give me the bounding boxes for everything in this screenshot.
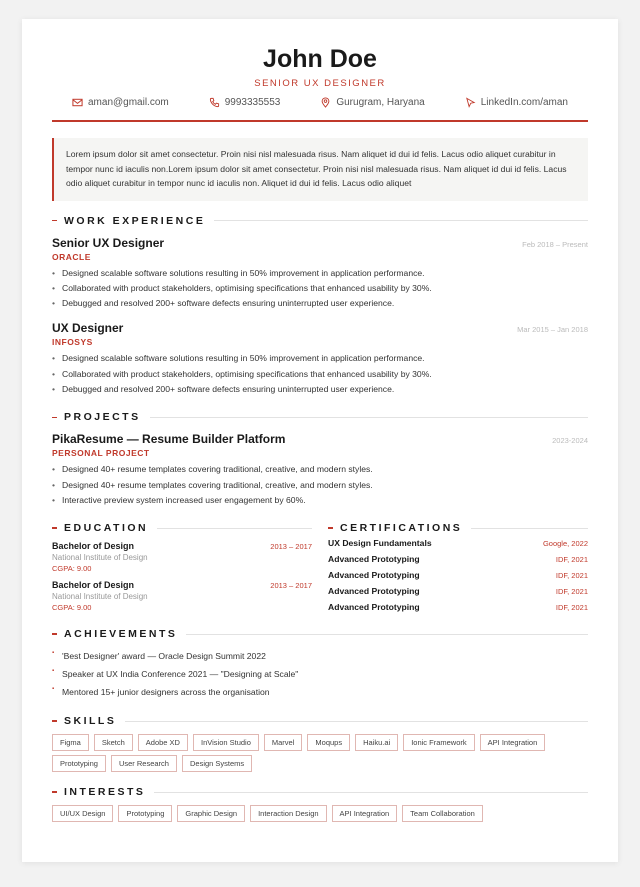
interest-tag: Prototyping (118, 805, 172, 822)
skill-tag: Sketch (94, 734, 133, 751)
certification-entry (328, 602, 588, 614)
phone-text: 9993335553 (224, 97, 281, 108)
location-text: Gurugram, Haryana (336, 97, 425, 108)
section-dash (52, 220, 57, 222)
section-line (154, 792, 588, 793)
bullet-item: • Designed 40+ resume templates covering traditional, creative, and modern styles. (52, 462, 588, 477)
section-line (471, 528, 588, 529)
project-bullets (52, 462, 588, 508)
achievement-item: ▪ Mentored 15+ junior designers across the organisation (52, 683, 588, 701)
section-certifications (328, 522, 588, 534)
certification-name: UX Design Fundamentals (328, 538, 432, 549)
section-line (214, 220, 588, 221)
achievements-list (52, 647, 588, 701)
job-bullets (52, 266, 588, 312)
contact-bar (52, 97, 588, 108)
project-title: PikaResume — Resume Builder Platform (52, 432, 286, 447)
certification-issuer: IDF, 2021 (555, 571, 588, 581)
bullet-item: • Designed 40+ resume templates covering traditional, creative, and modern styles. (52, 478, 588, 493)
certification-issuer: IDF, 2021 (555, 555, 588, 565)
section-work-experience (52, 215, 588, 227)
section-line (157, 528, 312, 529)
interest-tag: Graphic Design (177, 805, 245, 822)
certification-issuer: IDF, 2021 (555, 587, 588, 597)
skill-tag: API Integration (480, 734, 546, 751)
gpa-value: CGPA: 9.00 (52, 564, 92, 574)
section-dash (52, 633, 57, 635)
certification-entry (328, 570, 588, 582)
header-divider (52, 120, 588, 122)
education-column (52, 508, 312, 614)
section-education (52, 522, 312, 534)
section-title: PROJECTS (64, 411, 141, 424)
certifications-column (328, 508, 588, 614)
bullet-item: • Debugged and resolved 200+ software defects ensuring uninterrupted user experience. (52, 296, 588, 311)
section-title: WORK EXPERIENCE (64, 214, 206, 227)
institute-name: National Institute of Design (52, 592, 148, 602)
job-date: Mar 2015 – Jan 2018 (517, 325, 588, 335)
section-title: EDUCATION (64, 522, 149, 535)
section-title: INTERESTS (64, 786, 146, 799)
skill-tag: Haiku.ai (355, 734, 398, 751)
section-title: CERTIFICATIONS (340, 522, 463, 535)
skill-tag: InVision Studio (193, 734, 259, 751)
skill-tag: Ionic Framework (403, 734, 474, 751)
section-title: SKILLS (64, 715, 117, 728)
achievement-item: ▪ Speaker at UX India Conference 2021 — "Designing at Scale" (52, 665, 588, 683)
section-line (150, 417, 588, 418)
project-date: 2023-2024 (552, 436, 588, 446)
gpa-value: CGPA: 9.00 (52, 603, 92, 613)
job-entry (52, 321, 588, 397)
certification-issuer: IDF, 2021 (555, 603, 588, 613)
section-line (125, 721, 588, 722)
education-date: 2013 – 2017 (270, 581, 312, 591)
contact-email[interactable] (72, 97, 169, 108)
degree-name: Bachelor of Design (52, 580, 135, 591)
bullet-item: • Collaborated with product stakeholders, optimising specifications that enhanced usability by 30%. (52, 367, 588, 382)
section-title: ACHIEVEMENTS (64, 628, 178, 641)
interest-tag: UI/UX Design (52, 805, 113, 822)
certification-entry (328, 554, 588, 566)
resume-page (22, 19, 618, 862)
education-certifications-row (52, 508, 588, 614)
job-company: INFOSYS (52, 337, 93, 348)
section-dash (52, 720, 57, 722)
section-projects (52, 411, 588, 423)
certification-issuer: Google, 2022 (542, 539, 588, 549)
interest-tag: API Integration (332, 805, 398, 822)
job-title: UX Designer (52, 321, 124, 336)
skill-tag: Design Systems (182, 755, 252, 772)
achievement-item: ▪ 'Best Designer' award — Oracle Design Summit 2022 (52, 647, 588, 665)
section-interests (52, 786, 588, 798)
job-date: Feb 2018 – Present (522, 239, 588, 249)
certification-name: Advanced Prototyping (328, 554, 420, 565)
skills-tags (52, 734, 588, 772)
certification-entry (328, 586, 588, 598)
summary-box: Lorem ipsum dolor sit amet consectetur. Proin nisi nisl malesuada risus. Nam aliquet id dui id felis. Lacus odio aliquet curabitur in tempor nunc id iaculis non.Lorem ipsum dolor sit amet consectetur. Proin nisi nisl malesuada risus. Nam aliquet id dui id felis. Lacus odio aliquet curabitur in tempor nunc id iaculis non. Aliquet id dui id felis. Lacus odio aliquet (52, 138, 588, 201)
skill-tag: User Research (111, 755, 177, 772)
section-skills (52, 715, 588, 727)
skill-tag: Figma (52, 734, 89, 751)
certification-name: Advanced Prototyping (328, 602, 420, 613)
certification-name: Advanced Prototyping (328, 586, 420, 597)
candidate-name: John Doe (263, 45, 377, 73)
section-dash (52, 527, 57, 529)
section-dash (52, 791, 57, 793)
mail-icon (72, 97, 83, 108)
education-entry (52, 580, 312, 612)
cursor-arrow-icon (465, 97, 476, 108)
bullet-item: • Debugged and resolved 200+ software defects ensuring uninterrupted user experience. (52, 382, 588, 397)
certification-name: Advanced Prototyping (328, 570, 420, 581)
education-date: 2013 – 2017 (270, 542, 312, 552)
section-line (186, 634, 588, 635)
phone-icon (209, 97, 220, 108)
skill-tag: Moqups (307, 734, 350, 751)
contact-location (320, 97, 424, 108)
section-dash (328, 527, 333, 529)
job-bullets (52, 351, 588, 397)
map-pin-icon (320, 97, 331, 108)
email-text: aman@gmail.com (87, 97, 169, 108)
bullet-item: • Collaborated with product stakeholders, optimising specifications that enhanced usability by 30%. (52, 281, 588, 296)
certification-entry (328, 538, 588, 550)
bullet-item: • Designed scalable software solutions resulting in 50% improvement in application performance. (52, 351, 588, 366)
job-entry (52, 236, 588, 312)
linkedin-text: LinkedIn.com/aman (480, 97, 568, 108)
project-type: PERSONAL PROJECT (52, 448, 150, 459)
project-entry (52, 432, 588, 508)
education-entry (52, 541, 312, 573)
degree-name: Bachelor of Design (52, 541, 135, 552)
skill-tag: Adobe XD (138, 734, 188, 751)
job-title: Senior UX Designer (52, 235, 165, 250)
section-achievements (52, 628, 588, 640)
skill-tag: Prototyping (52, 755, 106, 772)
contact-linkedin[interactable] (465, 97, 568, 108)
job-company: ORACLE (52, 251, 91, 262)
interests-tags (52, 805, 588, 822)
institute-name: National Institute of Design (52, 553, 148, 563)
interest-tag: Interaction Design (250, 805, 326, 822)
interest-tag: Team Collaboration (402, 805, 483, 822)
bullet-item: • Interactive preview system increased user engagement by 60%. (52, 493, 588, 508)
candidate-role: SENIOR UX DESIGNER (254, 78, 386, 89)
skill-tag: Marvel (264, 734, 303, 751)
section-dash (52, 417, 57, 419)
contact-phone[interactable] (209, 97, 281, 108)
bullet-item: • Designed scalable software solutions resulting in 50% improvement in application performance. (52, 266, 588, 281)
